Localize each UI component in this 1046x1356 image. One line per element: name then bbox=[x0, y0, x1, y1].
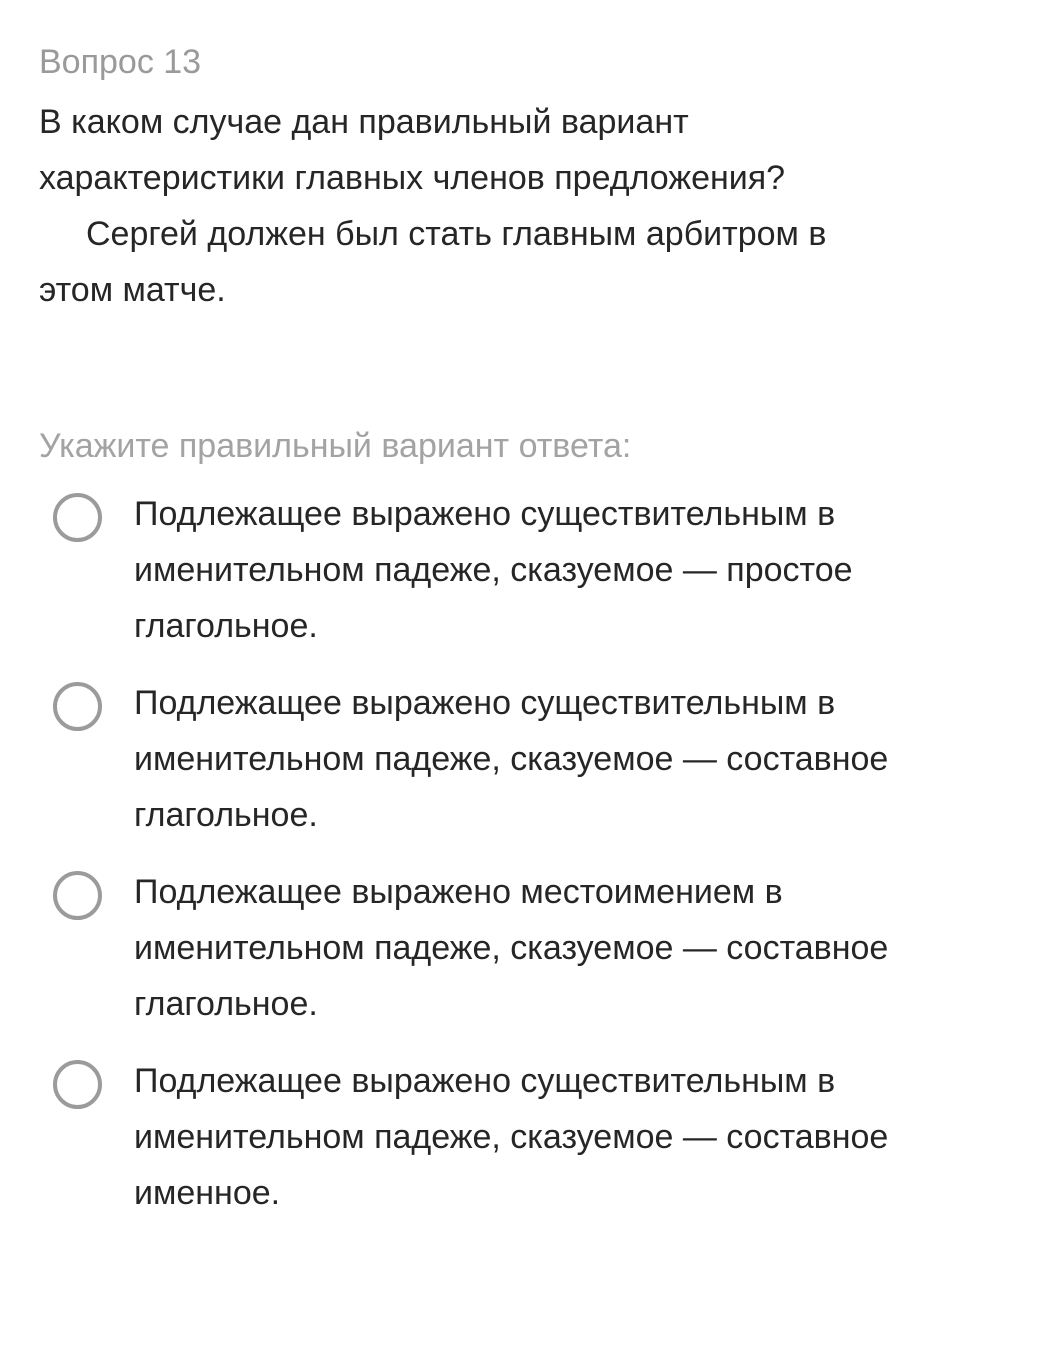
option-line: глагольное. bbox=[134, 796, 318, 834]
option-line: Подлежащее выражено существительным в bbox=[134, 684, 836, 722]
answer-option-text bbox=[134, 864, 999, 1032]
example-sentence-line: Сергей должен был стать главным арбитром в bbox=[86, 215, 827, 253]
question-line: характеристики главных членов предложения? bbox=[39, 159, 786, 197]
question-text bbox=[39, 94, 999, 318]
option-line: глагольное. bbox=[134, 985, 318, 1023]
answer-option-text bbox=[134, 675, 999, 843]
option-line: Подлежащее выражено местоимением в bbox=[134, 873, 783, 911]
radio-button-icon[interactable] bbox=[53, 682, 102, 731]
answer-option-4[interactable] bbox=[39, 1053, 999, 1221]
answer-option-text bbox=[134, 1053, 999, 1221]
answer-instruction: Укажите правильный вариант ответа: bbox=[39, 427, 632, 465]
question-card bbox=[39, 38, 999, 1242]
question-line: В каком случае дан правильный вариант bbox=[39, 103, 689, 141]
question-number: Вопрос 13 bbox=[39, 43, 202, 81]
option-line: именное. bbox=[134, 1174, 281, 1212]
answer-option-text bbox=[134, 486, 999, 654]
radio-button-icon[interactable] bbox=[53, 493, 102, 542]
option-line: именительном падеже, сказуемое — простое bbox=[134, 551, 853, 589]
answer-option-3[interactable] bbox=[39, 864, 999, 1032]
example-sentence-line: этом матче. bbox=[39, 271, 226, 309]
option-line: именительном падеже, сказуемое — составное bbox=[134, 929, 889, 967]
radio-button-icon[interactable] bbox=[53, 1060, 102, 1109]
option-line: именительном падеже, сказуемое — составное bbox=[134, 1118, 889, 1156]
answer-option-1[interactable] bbox=[39, 486, 999, 654]
answer-options bbox=[39, 486, 999, 1221]
answer-option-2[interactable] bbox=[39, 675, 999, 843]
option-line: Подлежащее выражено существительным в bbox=[134, 1062, 836, 1100]
option-line: Подлежащее выражено существительным в bbox=[134, 495, 836, 533]
option-line: глагольное. bbox=[134, 607, 318, 645]
option-line: именительном падеже, сказуемое — составное bbox=[134, 740, 889, 778]
radio-button-icon[interactable] bbox=[53, 871, 102, 920]
